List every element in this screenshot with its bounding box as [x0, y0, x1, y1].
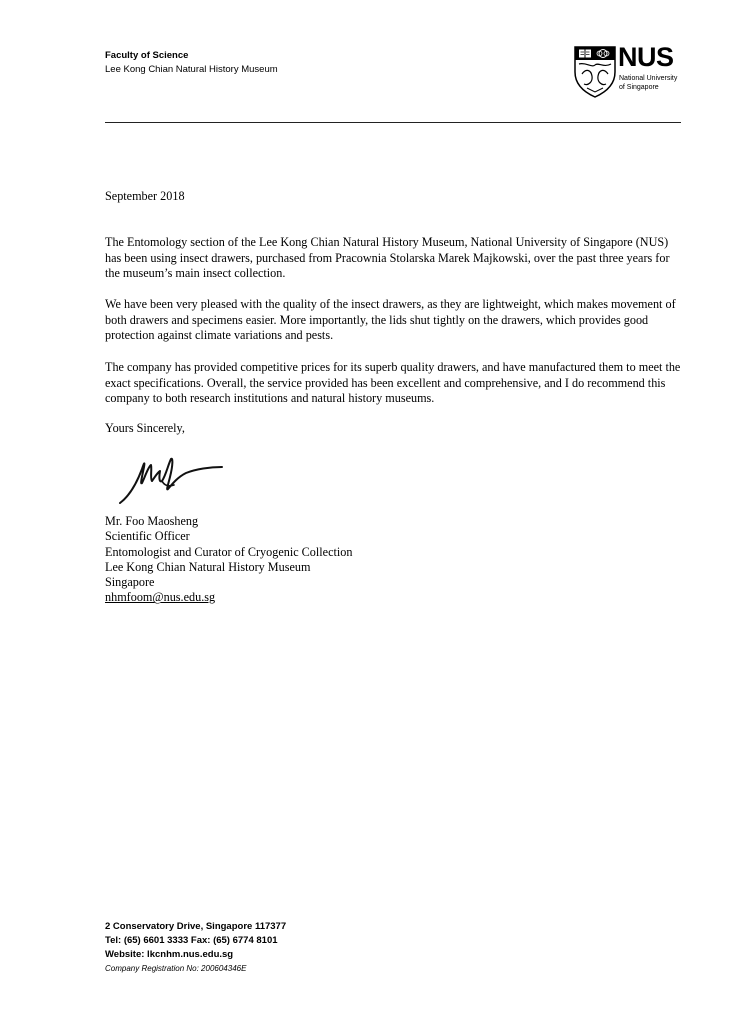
signatory-email-link[interactable]: nhmfoom@nus.edu.sg — [105, 590, 216, 605]
letter-paragraph-3: The company has provided competitive prices for its superb quality drawers, and have manufactured them to meet the exact specifications. Overall, the service provided has been excellent and comprehensive, and I do recommend this company to both research institutions and natural history museums. — [105, 360, 681, 405]
museum-name: Lee Kong Chian Natural History Museum — [105, 64, 278, 75]
faculty-name: Faculty of Science — [105, 50, 189, 61]
signatory-role: Entomologist and Curator of Cryogenic Collection — [105, 544, 353, 559]
header-divider — [105, 122, 681, 123]
logo-wordmark: NUS — [618, 42, 674, 72]
footer-website: Website: lkcnhm.nus.edu.sg — [105, 949, 234, 960]
letter-footer — [105, 920, 286, 976]
letterhead — [105, 49, 278, 77]
letter-date: September 2018 — [105, 189, 185, 203]
handwritten-signature — [118, 455, 228, 507]
footer-phone: Tel: (65) 6601 3333 Fax: (65) 6774 8101 — [105, 935, 278, 946]
letter-closing: Yours Sincerely, — [105, 421, 185, 435]
letter-paragraph-2: We have been very pleased with the quality of the insect drawers, as they are lightweight, which makes movement of both drawers and specimens easier. More importantly, the lids shut tightly on the drawers, which provides good protection against climate variations and pests. — [105, 297, 676, 342]
nus-logo — [574, 42, 689, 100]
signatory-name: Mr. Foo Maosheng — [105, 514, 199, 528]
logo-subtitle — [619, 74, 677, 92]
signatory-title: Scientific Officer — [105, 529, 190, 544]
signatory-country: Singapore — [105, 575, 155, 590]
nus-crest-icon — [574, 46, 616, 98]
footer-registration: Company Registration No: 200604346E — [105, 964, 247, 973]
letter-paragraph-1: The Entomology section of the Lee Kong Chian Natural History Museum, National University of Singapore (NUS) has been using insect drawers, purchased from Pracownia Stolarska Marek Majkowski, over the past three years for the museum’s main insect collection. — [105, 235, 670, 280]
signature-block — [105, 514, 352, 606]
footer-address: 2 Conservatory Drive, Singapore 117377 — [105, 921, 287, 932]
logo-subtitle-line2: of Singapore — [619, 84, 659, 91]
signatory-museum: Lee Kong Chian Natural History Museum — [105, 559, 311, 574]
logo-subtitle-line1: National University — [619, 75, 678, 82]
